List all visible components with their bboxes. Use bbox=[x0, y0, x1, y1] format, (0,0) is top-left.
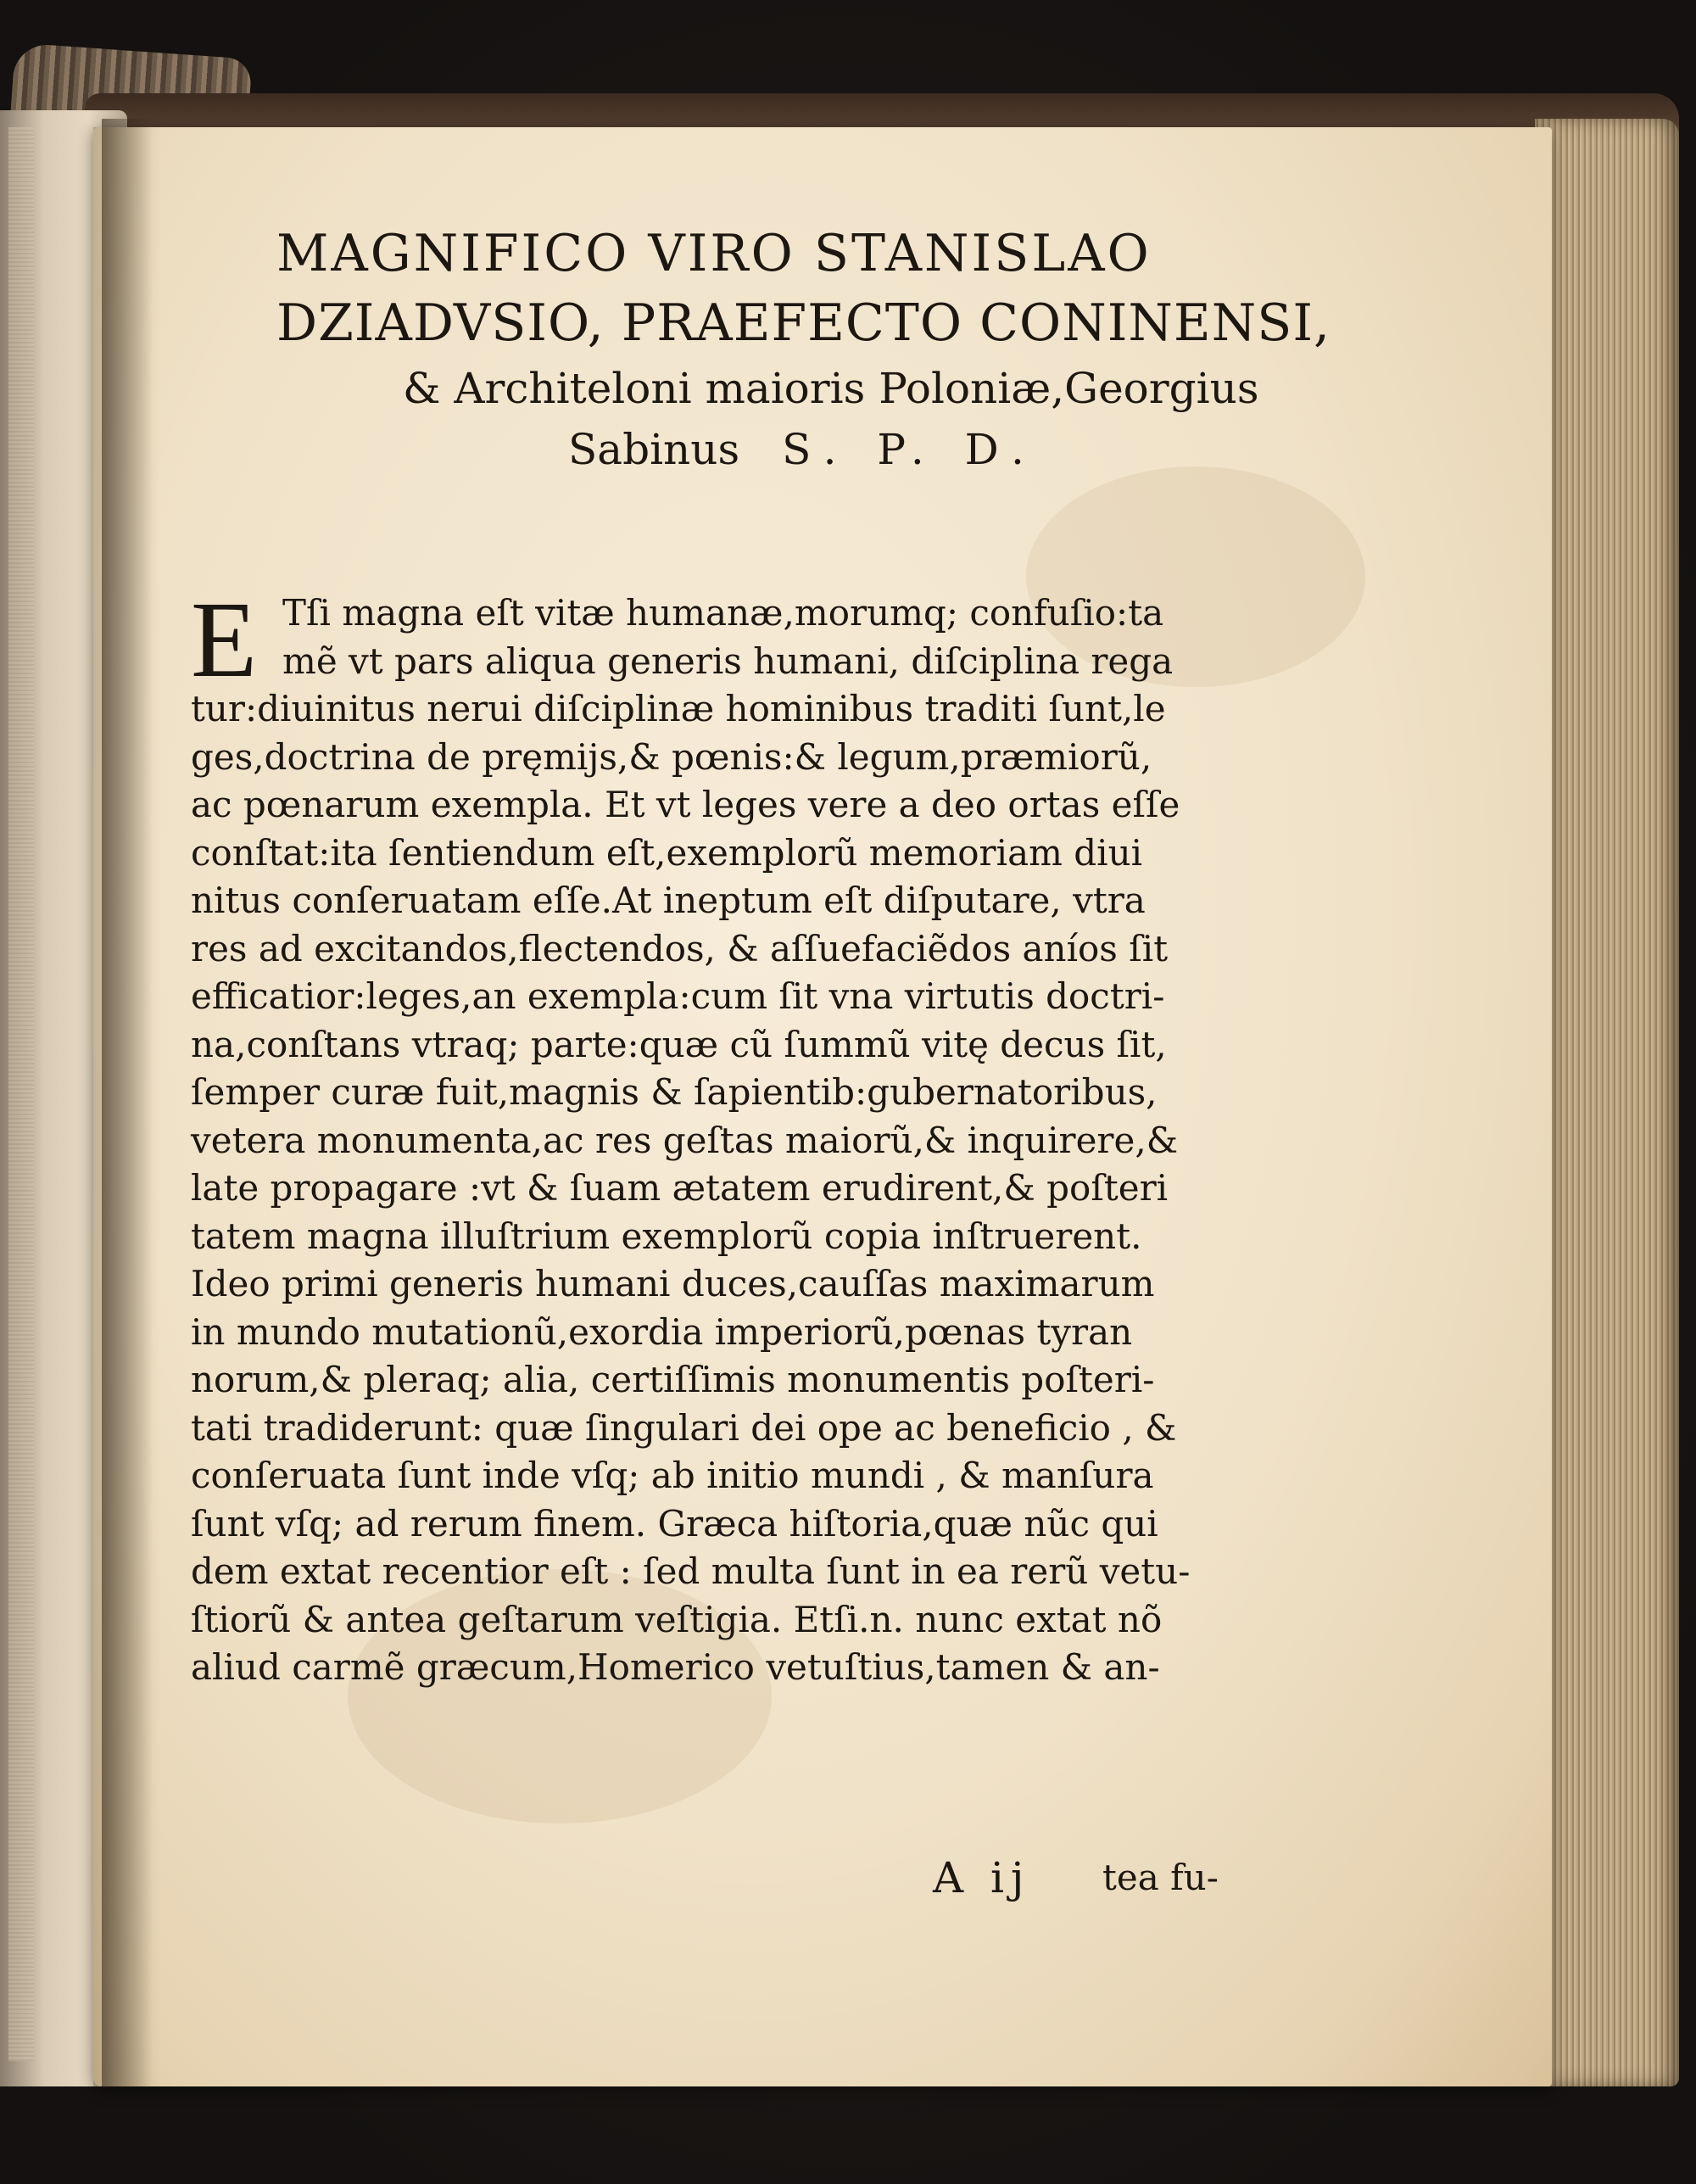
text-line: aliud carmẽ græcum,Homerico vetuſtius,tamen & an- bbox=[191, 1646, 1160, 1688]
heading-line-4 bbox=[568, 425, 1391, 474]
text-line: dem extat recentior eſt : ſed multa ſunt in ea rerũ vetu- bbox=[191, 1550, 1191, 1592]
salutation-abbrev: S. P. D. bbox=[782, 425, 1038, 474]
heading-line-1: MAGNIFICO VIRO STANISLAO bbox=[276, 224, 1152, 283]
text-line: tatem magna illuſtrium exemplorũ copia inſtruerent. bbox=[191, 1215, 1142, 1257]
text-line: na,conſtans vtraq; parte:quæ cũ ſummũ vitę decus ſit, bbox=[191, 1023, 1167, 1065]
text-line: norum,& pleraq; alia, certiſſimis monumentis poſteri- bbox=[191, 1359, 1155, 1400]
heading-line-2: DZIADVSIO, PRAEFECTO CONINENSI, bbox=[276, 293, 1331, 353]
gutter-shadow bbox=[102, 119, 153, 2086]
text-line: tur:diuinitus nerui diſciplinæ hominibus traditi ſunt,le bbox=[191, 688, 1166, 729]
text-line: ac pœnarum exempla. Et vt leges vere a deo ortas eſſe bbox=[191, 784, 1180, 825]
page-footer bbox=[93, 1853, 1552, 1913]
drop-cap: E bbox=[191, 579, 258, 700]
book-page bbox=[93, 127, 1552, 2086]
heading-line-3: & Architeloni maioris Poloniæ,Georgius bbox=[403, 364, 1259, 413]
body-text bbox=[191, 579, 1336, 1692]
text-line: vetera monumenta,ac res geſtas maiorũ,& inquirere,& bbox=[191, 1119, 1179, 1161]
text-line: efficatior:leges,an exempla:cum ſit vna virtutis doctri- bbox=[191, 975, 1165, 1017]
dedication-heading bbox=[187, 224, 1391, 474]
text-line: conſeruata ſunt inde vſq; ab initio mundi , & manſura bbox=[191, 1455, 1154, 1496]
page-fore-edge bbox=[1535, 119, 1679, 2086]
signature-mark: A ij bbox=[933, 1853, 1031, 1902]
text-line: late propagare :vt & ſuam ætatem erudirent,& poſteri bbox=[191, 1167, 1169, 1209]
text-line: ſtiorũ & antea geſtarum veſtigia. Etſi.n. nunc extat nõ bbox=[191, 1598, 1163, 1640]
text-line: nitus conſeruatam eſſe.At ineptum eſt diſputare, vtra bbox=[191, 880, 1146, 921]
text-line: conſtat:ita ſentiendum eſt,exemplorũ memoriam diui bbox=[191, 831, 1143, 874]
text-line: ſemper curæ fuit,magnis & ſapientib:gubernatoribus, bbox=[191, 1071, 1158, 1113]
text-line: mẽ vt pars aliqua generis humani, diſciplina rega bbox=[282, 640, 1174, 682]
text-line: ſunt vſq; ad rerum finem. Græca hiſtoria,quæ nũc qui bbox=[191, 1502, 1158, 1544]
text-line: Tſi magna eſt vitæ humanæ,morumq; confuſio:ta bbox=[282, 592, 1164, 634]
text-line: Ideo primi generis humani duces,cauſſas maximarum bbox=[191, 1263, 1155, 1304]
text-line: ges,doctrina de pręmijs,& pœnis:& legum,præmiorũ, bbox=[191, 735, 1152, 778]
author-name: Sabinus bbox=[568, 425, 740, 474]
text-line: res ad excitandos,flectendos, & aſſuefaciẽdos aníos ſit bbox=[191, 927, 1169, 969]
text-line: tati tradiderunt: quæ ſingulari dei ope ac beneficio , & bbox=[191, 1406, 1177, 1449]
left-page-stack bbox=[8, 127, 34, 2061]
catchword: tea fu- bbox=[1102, 1857, 1219, 1898]
text-line: in mundo mutationũ,exordia imperiorũ,pœnas tyran bbox=[191, 1310, 1133, 1353]
